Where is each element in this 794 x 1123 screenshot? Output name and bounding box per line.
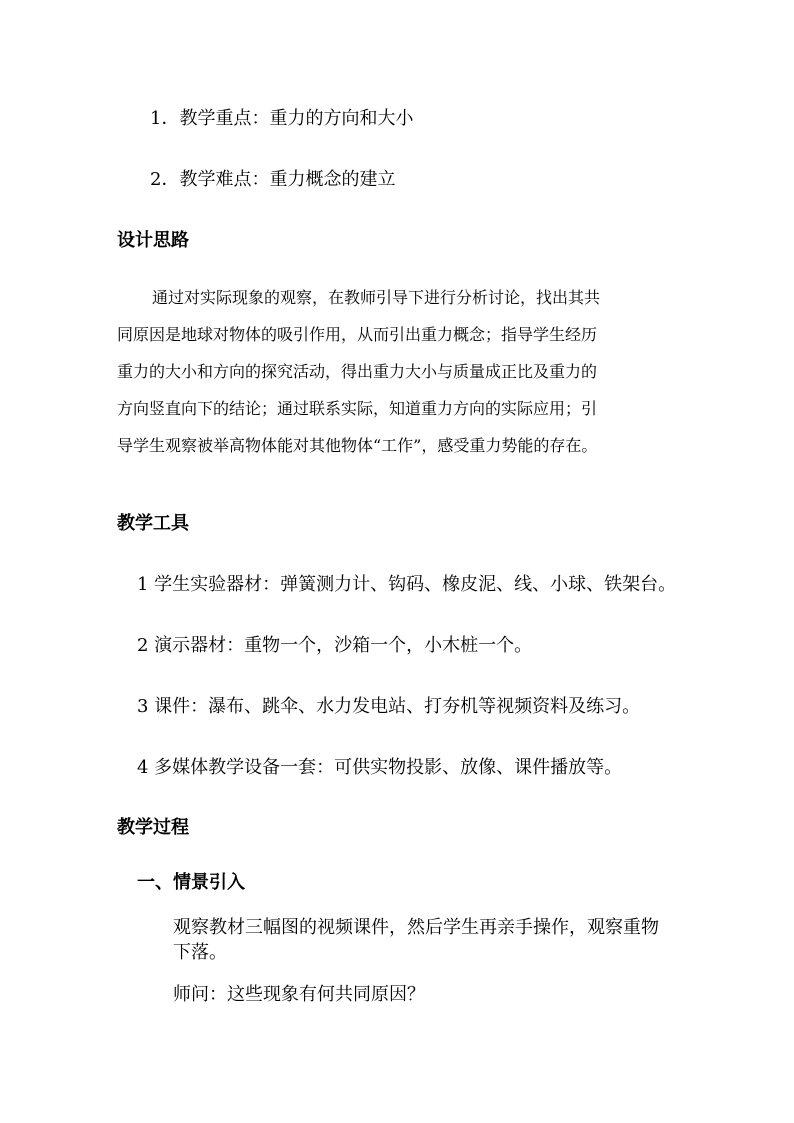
paragraph-line: 同原因是地球对物体的吸引作用，从而引出重力概念；指导学生经历 <box>117 325 598 344</box>
section-heading-process: 教学过程 <box>117 817 189 838</box>
process-paragraph-line: 观察教材三幅图的视频课件，然后学生再亲手操作，观察重物 <box>173 917 659 938</box>
teaching-focus-item: 1．教学重点：重力的方向和大小 <box>150 108 414 129</box>
paragraph-line: 通过对实际现象的观察，在教师引导下进行分析讨论，找出其共 <box>152 288 601 307</box>
paragraph-line: 导学生观察被举高物体能对其他物体“工作”，感受重力势能的存在。 <box>117 436 598 455</box>
tools-list-item: 1 学生实验器材：弹簧测力计、钩码、橡皮泥、线、小球、铁架台。 <box>137 574 677 595</box>
process-paragraph-line: 下落。 <box>173 942 227 963</box>
subsection-heading: 一、情景引入 <box>137 872 245 893</box>
teacher-question: 师问：这些现象有何共同原因？ <box>173 984 425 1005</box>
tools-list-item: 2 演示器材：重物一个，沙箱一个，小木桩一个。 <box>137 635 533 656</box>
section-heading-tools: 教学工具 <box>117 513 189 534</box>
paragraph-line: 重力的大小和方向的探究活动，得出重力大小与质量成正比及重力的 <box>117 362 598 381</box>
tools-list-item: 4 多媒体教学设备一套：可供实物投影、放像、课件播放等。 <box>137 757 623 778</box>
design-paragraph <box>117 283 679 468</box>
tools-list-item: 3 课件：瀑布、跳伞、水力发电站、打夯机等视频资料及练习。 <box>137 696 641 717</box>
paragraph-line: 方向竖直向下的结论；通过联系实际，知道重力方向的实际应用；引 <box>117 399 598 418</box>
teaching-difficulty-item: 2．教学难点：重力概念的建立 <box>150 169 396 190</box>
section-heading-design: 设计思路 <box>117 230 189 251</box>
